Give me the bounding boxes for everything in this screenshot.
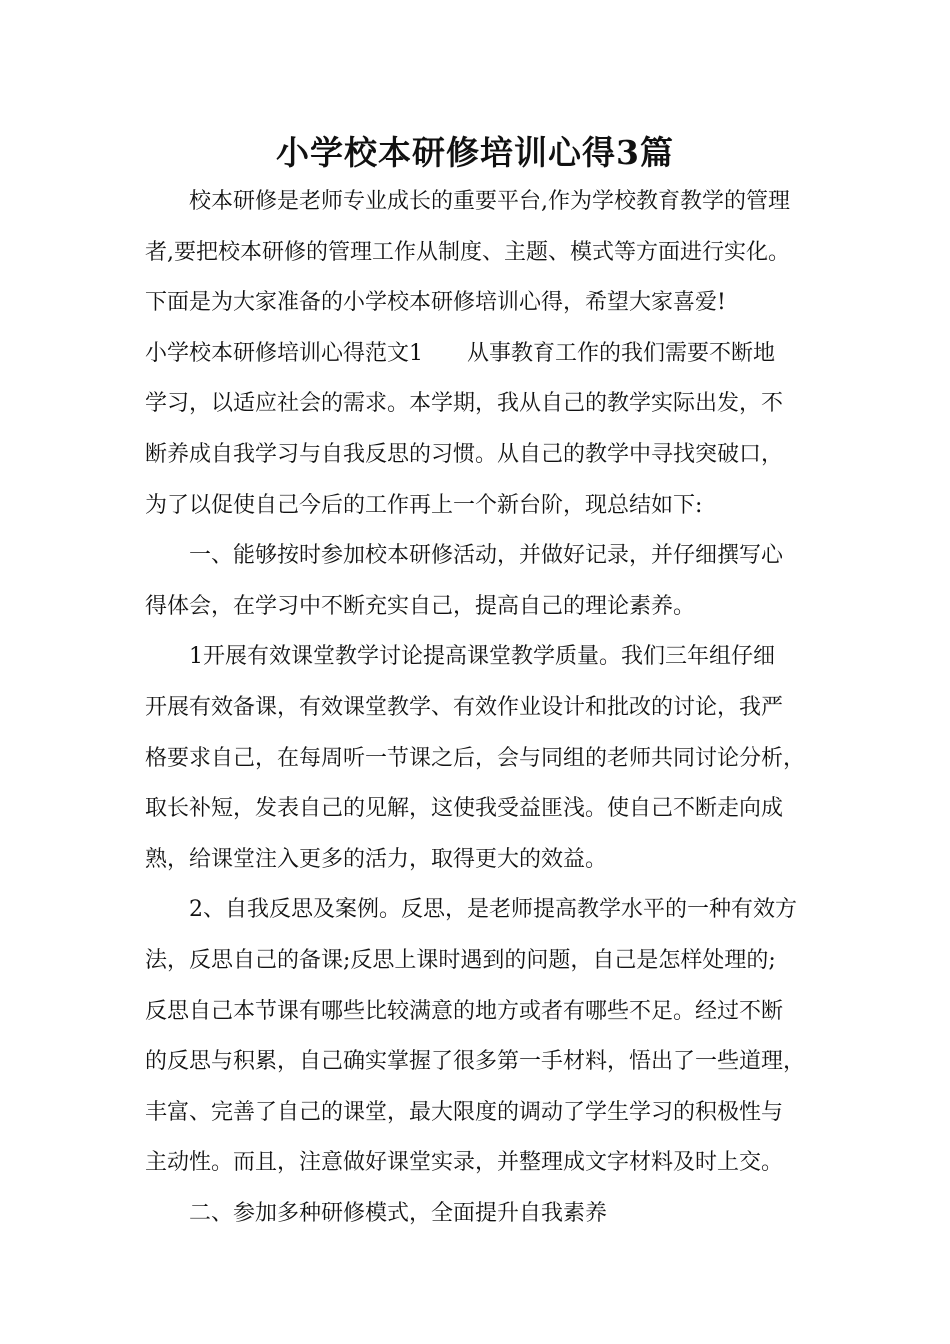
text-line: 小学校本研修培训心得范文1 从事教育工作的我们需要不断地 — [145, 340, 775, 366]
text-line: 得体会，在学习中不断充实自己，提高自己的理论素养。 — [145, 593, 696, 619]
text-line: 2、自我反思及案例。反思，是老师提高教学水平的一种有效方 — [145, 897, 797, 923]
text-line: 取长补短，发表自己的见解，这使我受益匪浅。使自己不断走向成 — [145, 796, 784, 822]
text-line: 二、参加多种研修模式，全面提升自我素养 — [145, 1200, 608, 1226]
text-line: 断养成自我学习与自我反思的习惯。从自己的教学中寻找突破口， — [145, 441, 784, 467]
text-line: 熟，给课堂注入更多的活力，取得更大的效益。 — [145, 846, 608, 872]
document-body — [145, 177, 825, 1239]
text-line: 1开展有效课堂教学讨论提高课堂教学质量。我们三年组仔细 — [145, 644, 775, 670]
text-line: 反思自己本节课有哪些比较满意的地方或者有哪些不足。经过不断 — [145, 998, 784, 1024]
text-line: 法，反思自己的备课;反思上课时遇到的问题，自己是怎样处理的; — [145, 947, 776, 973]
text-line: 下面是为大家准备的小学校本研修培训心得，希望大家喜爱! — [145, 290, 726, 316]
text-line: 者,要把校本研修的管理工作从制度、主题、模式等方面进行实化。 — [145, 239, 790, 265]
text-line: 为了以促使自己今后的工作再上一个新台阶，现总结如下: — [145, 492, 703, 518]
document-title: 小学校本研修培训心得3篇 — [276, 133, 674, 172]
text-line: 学习，以适应社会的需求。本学期，我从自己的教学实际出发，不 — [145, 391, 784, 417]
text-line: 主动性。而且，注意做好课堂实录，并整理成文字材料及时上交。 — [145, 1150, 784, 1176]
text-line: 丰富、完善了自己的课堂，最大限度的调动了学生学习的积极性与 — [145, 1099, 784, 1125]
text-line: 校本研修是老师专业成长的重要平台,作为学校教育教学的管理 — [145, 189, 790, 214]
text-line: 一、能够按时参加校本研修活动，并做好记录，并仔细撰写心 — [145, 543, 784, 569]
text-line: 格要求自己，在每周听一节课之后，会与同组的老师共同讨论分析， — [145, 745, 806, 771]
text-line: 开展有效备课，有效课堂教学、有效作业设计和批改的讨论，我严 — [145, 694, 784, 720]
text-line: 的反思与积累，自己确实掌握了很多第一手材料，悟出了一些道理， — [145, 1049, 806, 1075]
